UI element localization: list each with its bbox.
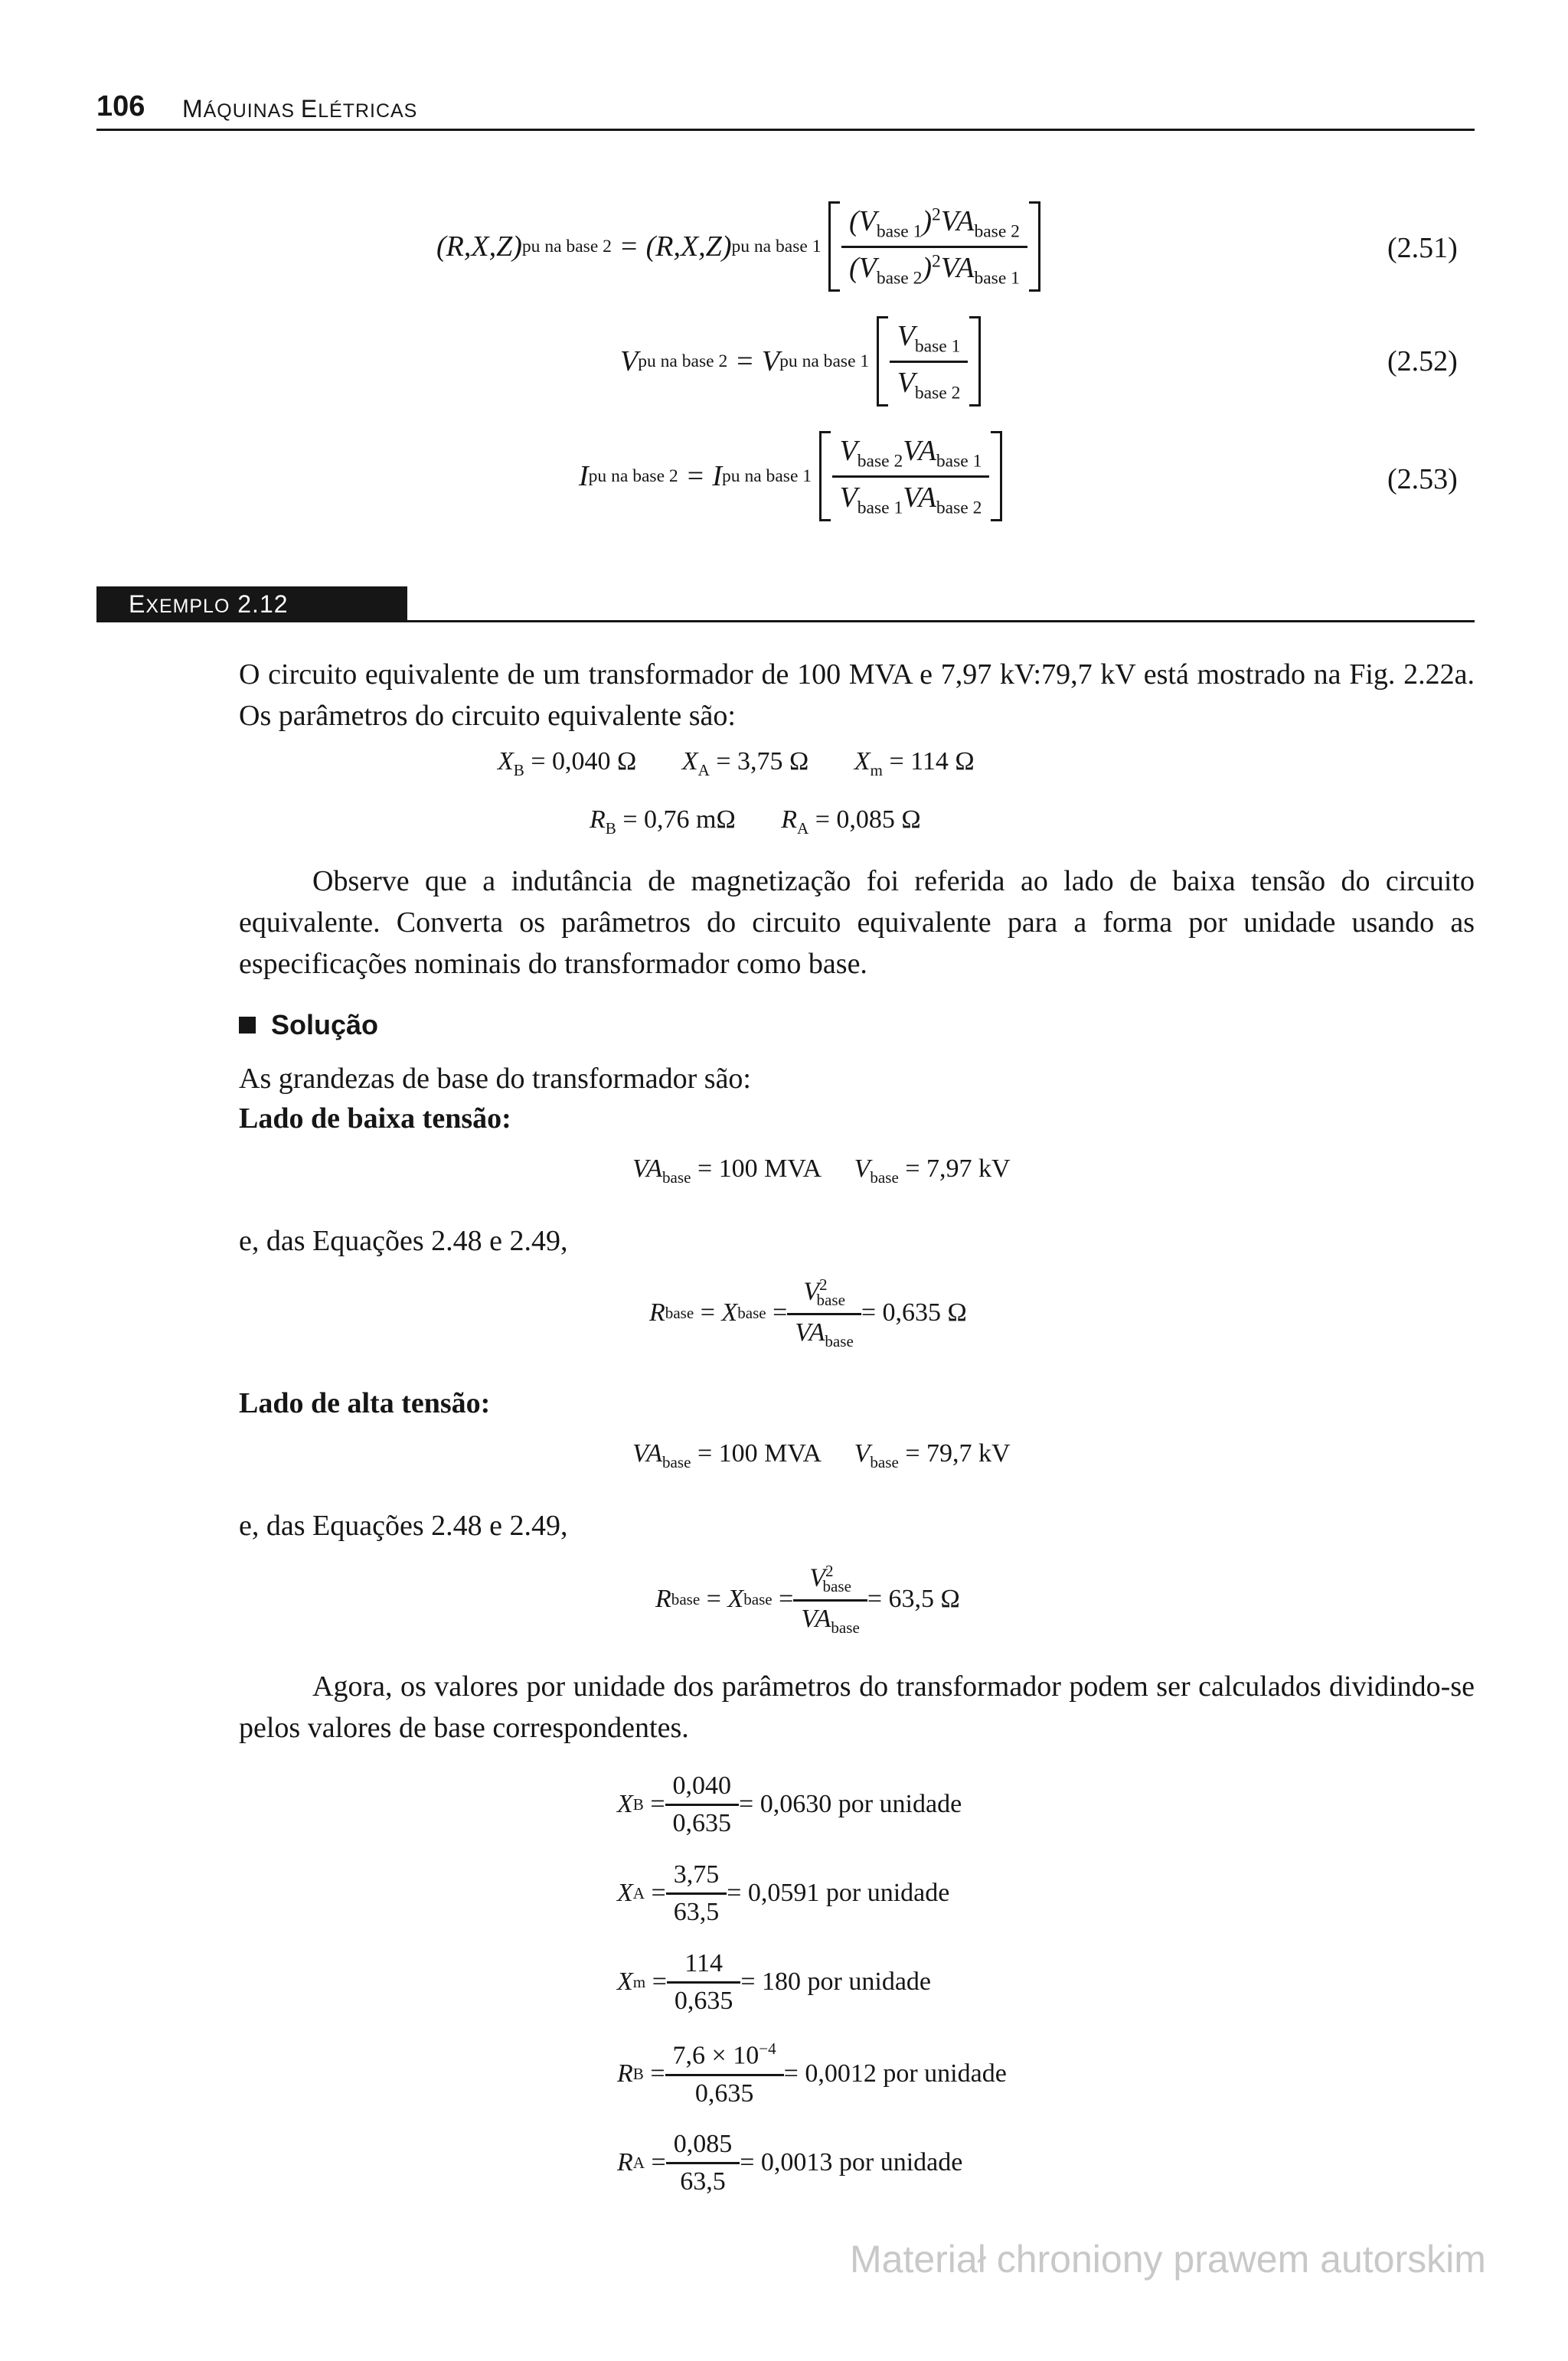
equation-2-52: V pu na base 2 = V pu na base 1 $\frac{V_{base 1}}{V_{base 2}}$ bbox=[620, 315, 981, 407]
page-number: 106 bbox=[96, 90, 145, 122]
running-title: MÁQUINAS ELÉTRICAS bbox=[182, 95, 418, 122]
params-line-2 bbox=[590, 805, 921, 838]
low-side-heading: Lado de baixa tensão: bbox=[239, 1102, 511, 1135]
pu-xm: X m = $\frac{114}{0,635}$ = 180 por unidade bbox=[617, 1948, 931, 2015]
params-line-1 bbox=[498, 747, 975, 780]
bracket-fraction bbox=[819, 431, 1003, 521]
pu-xb: X B = $\frac{0,040}{0,635}$ = 0,0630 por unidade bbox=[617, 1771, 962, 1837]
high-side-base-values: $VA_{base} = 100$ MVA $V_{base} = 79,7$ kV bbox=[632, 1439, 1011, 1471]
pu-rb: R B = $\frac{7,6 \times 10^{-4}}{0,635}$ = 0,0012 por unidade bbox=[617, 2039, 1007, 2108]
bracket-fraction bbox=[828, 201, 1040, 292]
bracket-fraction bbox=[877, 316, 982, 407]
param-xb: $X_B = 0,040$ Ω bbox=[498, 747, 637, 779]
high-side-r-base: R base = X base = $\frac{V^2_{base}}{VA_{base}}$ = 63,5 Ω bbox=[655, 1561, 960, 1637]
fraction: $\frac{V_{base 2}VA_{base 1}}{V_{base 1}VA_{base 2}}$ bbox=[832, 434, 990, 518]
fraction: $\frac{7,6 \times 10^{-4}}{0,635}$ bbox=[665, 2039, 784, 2108]
param-xm: $X_m = 114$ Ω bbox=[854, 747, 975, 779]
example-intro: O circuito equivalente de um transformador de 100 MVA e 7,97 kV:79,7 kV está mostrado na Fig. 2.22a. Os parâmetros do circuito equivalente são: bbox=[239, 658, 1475, 732]
low-side-base-values: $VA_{base} = 100$ MVA $V_{base} = 7,97$ kV bbox=[632, 1154, 1011, 1187]
solution-heading: Solução bbox=[239, 1009, 378, 1041]
square-bullet-icon bbox=[239, 1017, 256, 1034]
fraction: $\frac{V_{base 1}}{V_{base 2}}$ bbox=[890, 319, 969, 403]
example-label: EXEMPLO 2.12 bbox=[96, 586, 407, 622]
equation-2-51: ( R , X , Z ) pu na base 2 = ( R , X , Z ) pu na base 1 $\frac{(V_{base 1})^2VA_{base 2}}{(V_{base 2})^2VA_{base 1}}$ bbox=[436, 201, 1040, 292]
equation-number: (2.52) bbox=[1387, 345, 1458, 377]
solution-intro: As grandezas de base do transformador são: bbox=[239, 1063, 751, 1095]
copyright-watermark: Materiał chroniony prawem autorskim bbox=[850, 2238, 1486, 2281]
param-xa: $X_A = 3,75$ Ω bbox=[681, 747, 809, 779]
fraction: $\frac{(V_{base 1})^2VA_{base 2}}{(V_{base 2})^2VA_{base 1}}$ bbox=[841, 204, 1027, 289]
example-header-bar bbox=[96, 586, 1475, 622]
solution-paragraph: Agora, os valores por unidade dos parâmetros do transformador podem ser calculados dividindo-se pelos valores de base correspondentes. bbox=[239, 1670, 1475, 1744]
from-equations-1: e, das Equações 2.48 e 2.49, bbox=[239, 1225, 568, 1257]
equation-number: (2.53) bbox=[1387, 463, 1458, 495]
pu-ra: R A = $\frac{0,085}{63,5}$ = 0,0013 por unidade bbox=[617, 2129, 963, 2196]
param-ra: $R_A = 0,085$ Ω bbox=[781, 805, 921, 838]
fraction: $\frac{0,040}{0,635}$ bbox=[665, 1772, 740, 1838]
fraction: $\frac{V^2_{base}}{VA_{base}}$ bbox=[793, 1562, 867, 1638]
fraction: $\frac{V^2_{base}}{VA_{base}}$ bbox=[787, 1275, 861, 1351]
running-header bbox=[96, 89, 1475, 131]
low-side-r-base: R base = X base = $\frac{V^2_{base}}{VA_{base}}$ = 0,635 Ω bbox=[649, 1275, 967, 1350]
equation-2-53: I pu na base 2 = I pu na base 1 $\frac{V_{base 2}VA_{base 1}}{V_{base 1}VA_{base 2}}$ bbox=[579, 430, 1002, 522]
pu-xa: X A = $\frac{3,75}{63,5}$ = 0,0591 por unidade bbox=[617, 1860, 950, 1926]
fraction: $\frac{114}{0,635}$ bbox=[667, 1949, 741, 2016]
from-equations-2: e, das Equações 2.48 e 2.49, bbox=[239, 1510, 568, 1542]
equation-number: (2.51) bbox=[1387, 232, 1458, 264]
fraction: $\frac{0,085}{63,5}$ bbox=[666, 2130, 740, 2196]
example-paragraph: Observe que a indutância de magnetização foi referida ao lado de baixa tensão do circuito equivalente. Converta os parâmetros do circuito equivalente para a forma por unidade usando as especificações nominais do transformador como base. bbox=[239, 865, 1475, 980]
fraction: $\frac{3,75}{63,5}$ bbox=[666, 1860, 727, 1927]
param-rb: $R_B = 0,76$ mΩ bbox=[590, 805, 736, 838]
high-side-heading: Lado de alta tensão: bbox=[239, 1387, 491, 1419]
